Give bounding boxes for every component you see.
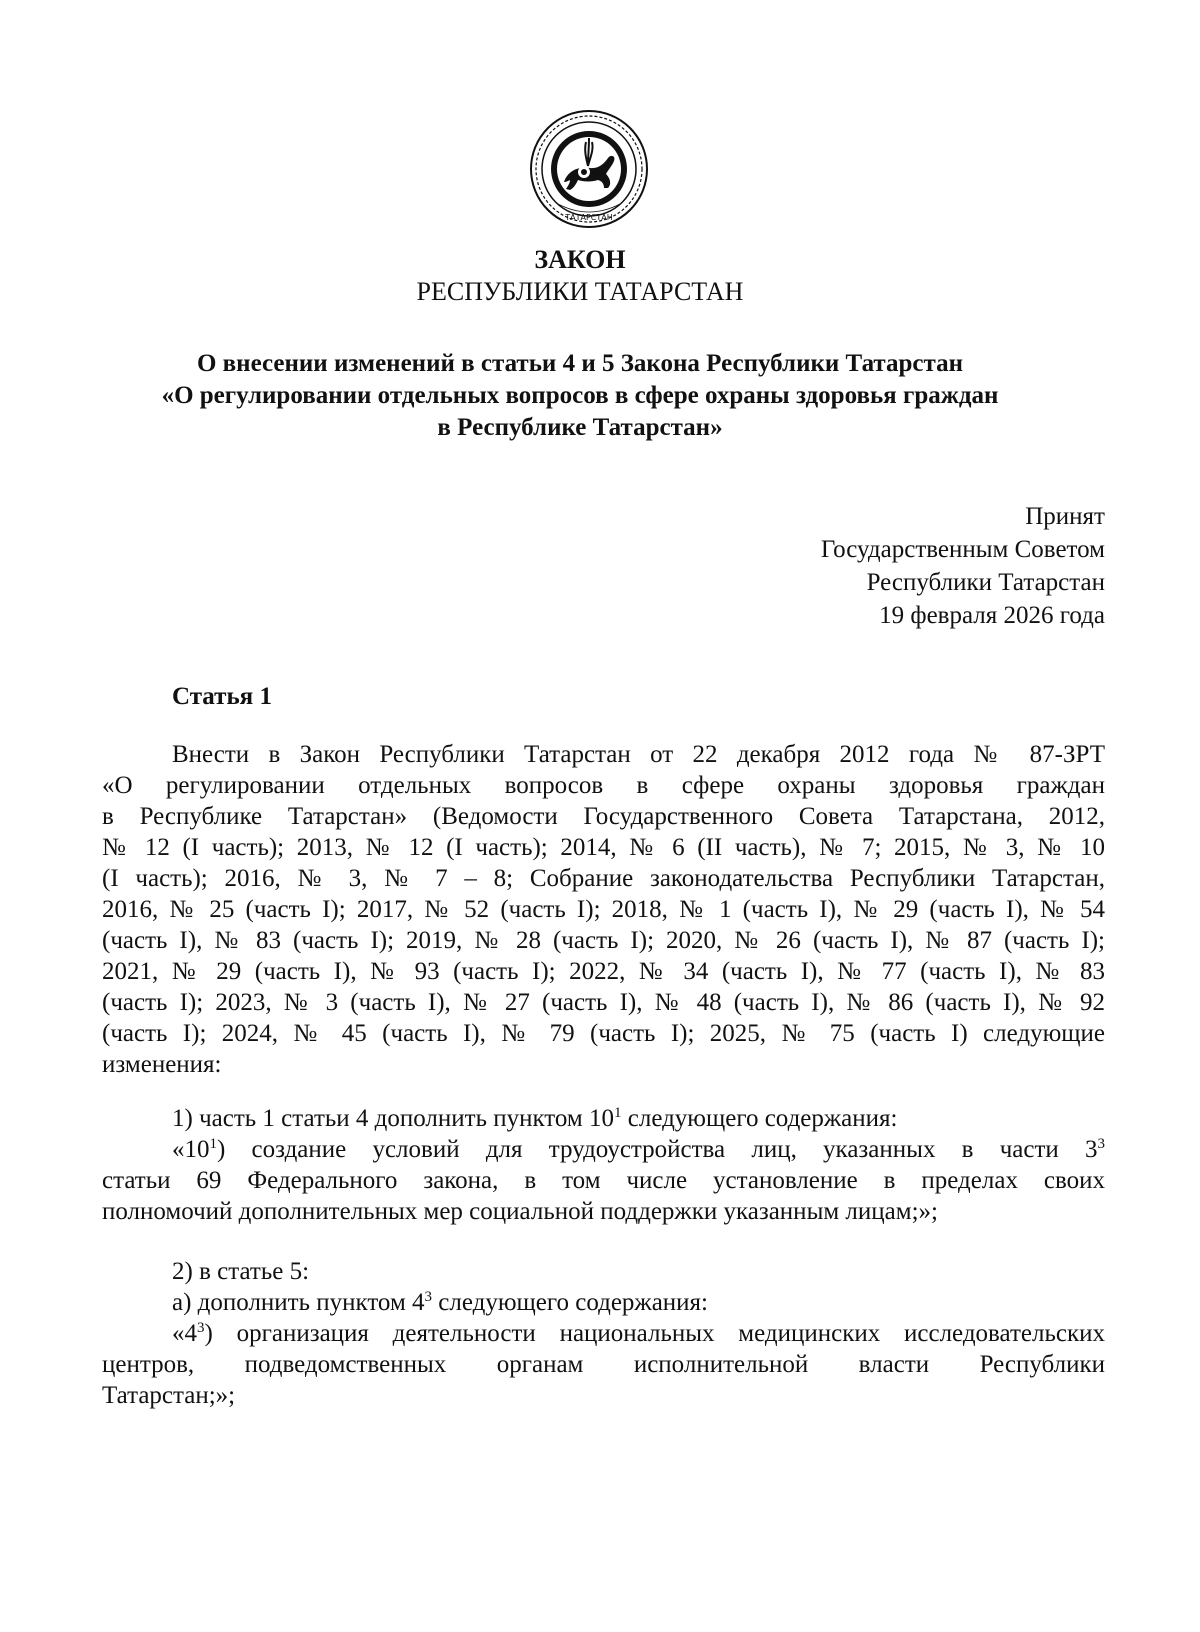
paragraph-line: (часть I); 2024, № 45 (часть I), № 79 (часть I); 2025, № 75 (часть I) следующие bbox=[102, 1020, 1105, 1047]
paragraph-line: «$10^1$) создание условий для трудоустройства лиц, указанных в части $3^3$ bbox=[172, 1136, 1105, 1163]
paragraph-line: 2) в статье 5: bbox=[172, 1258, 310, 1285]
law-heading-line: «О регулировании отдельных вопросов в сфере охраны здоровья граждан bbox=[161, 382, 999, 409]
paragraph-line: 2021, № 29 (часть I), № 93 (часть I); 2022, № 34 (часть I), № 77 (часть I), № 83 bbox=[102, 958, 1105, 985]
paragraph-line: изменения: bbox=[102, 1051, 222, 1078]
amendment-item-2 bbox=[102, 1256, 1105, 1411]
paragraph-line: 1) часть 1 статьи 4 дополнить пунктом $10^1$ следующего содержания: bbox=[172, 1105, 898, 1132]
paragraph-line: Внести в Закон Республики Татарстан от 22 декабря 2012 года № 87-ЗРТ bbox=[172, 741, 1105, 768]
adoption-date: 19 февраля 2026 года bbox=[879, 602, 1105, 629]
law-heading-line: в Республике Татарстан» bbox=[437, 414, 723, 441]
paragraph-line: центров, подведомственных органам исполнительной власти Республики bbox=[102, 1351, 1105, 1378]
paragraph-line: «О регулировании отдельных вопросов в сфере охраны здоровья граждан bbox=[102, 772, 1105, 799]
paragraph-line: Татарстан;»; bbox=[102, 1382, 236, 1409]
article-title: Статья 1 bbox=[172, 683, 272, 710]
paragraph-line: 2016, № 25 (часть I); 2017, № 52 (часть I); 2018, № 1 (часть I), № 29 (часть I), № 54 bbox=[102, 896, 1105, 923]
paragraph-line: № 12 (I часть); 2013, № 12 (I часть); 2014, № 6 (II часть), № 7; 2015, № 3, № 10 bbox=[102, 834, 1105, 861]
adoption-line: Республики Татарстан bbox=[866, 569, 1105, 596]
paragraph-line: а) дополнить пунктом $4^3$ следующего содержания: bbox=[172, 1289, 708, 1316]
adoption-line: Принят bbox=[1025, 503, 1105, 530]
law-title: ЗАКОН bbox=[534, 245, 626, 274]
paragraph-line: (часть I); 2023, № 3 (часть I), № 27 (часть I), № 48 (часть I), № 86 (часть I), № 92 bbox=[102, 989, 1105, 1016]
law-heading-line: О внесении изменений в статьи 4 и 5 Закона Республики Татарстан bbox=[196, 350, 964, 377]
law-heading bbox=[110, 348, 1050, 444]
adoption-line: Государственным Советом bbox=[820, 536, 1105, 563]
article-intro-paragraph bbox=[102, 739, 1105, 1080]
emblem-inscription: ТАТАРСТАН bbox=[565, 213, 613, 222]
paragraph-line: (часть I), № 83 (часть I); 2019, № 28 (часть I); 2020, № 26 (часть I), № 87 (часть I); bbox=[102, 927, 1105, 954]
paragraph-line: (I часть); 2016, № 3, № 7 – 8; Собрание законодательства Республики Татарстан, bbox=[102, 865, 1105, 892]
paragraph-line: в Республике Татарстан» (Ведомости Государственного Совета Татарстана, 2012, bbox=[102, 803, 1105, 830]
paragraph-line: статьи 69 Федерального закона, в том числе установление в пределах своих bbox=[102, 1167, 1105, 1194]
adoption-block bbox=[685, 500, 1105, 632]
paragraph-line: полномочий дополнительных мер социальной поддержки указанным лицам;»; bbox=[102, 1198, 938, 1225]
law-subtitle: РЕСПУБЛИКИ ТАТАРСТАН bbox=[416, 277, 744, 306]
amendment-item-1 bbox=[102, 1103, 1105, 1227]
paragraph-line: «$4^3$) организация деятельности национальных медицинских исследовательских bbox=[172, 1320, 1105, 1347]
coat-of-arms-icon bbox=[528, 108, 650, 230]
